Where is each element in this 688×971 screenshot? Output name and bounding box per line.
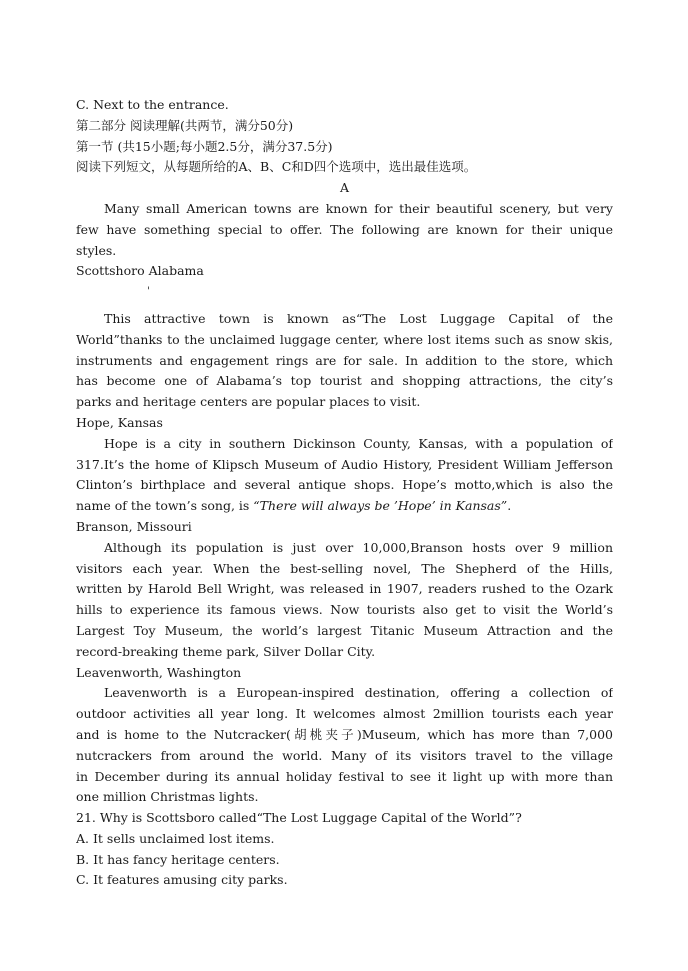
question-option-b: B. It has fancy heritage centers. <box>76 851 280 867</box>
paragraph-line: and is home to the Nutcracker(胡桃夹子)Museum, which has more than 7,000 <box>76 726 613 742</box>
section-heading-branson: Branson, Missouri <box>76 518 192 534</box>
scottsboro-paragraph <box>76 309 613 413</box>
passage-letter: A <box>339 180 350 196</box>
paragraph-line: Largest Toy Museum, the world’s largest Titanic Museum Attraction and the <box>76 622 613 638</box>
paragraph-line: written by Harold Bell Wright, was released in 1907, readers rushed to the Ozark <box>76 581 613 597</box>
intro-line: Many small American towns are known for their beautiful scenery, but very <box>104 200 613 216</box>
paragraph-line: Although its population is just over 10,000,Branson hosts over 9 million <box>104 539 613 555</box>
paragraph-line: nutcrackers from around the world. Many of its visitors travel to the village <box>76 747 613 763</box>
paragraph-line: hills to experience its famous views. Now tourists also get to visit the World’s <box>76 602 613 618</box>
question-stem: 21. Why is Scottsboro called“The Lost Luggage Capital of the World”? <box>76 810 522 826</box>
section-heading-leavenworth: Leavenworth, Washington <box>76 664 242 680</box>
song-line <box>76 496 613 517</box>
paragraph-line: World”thanks to the unclaimed luggage center, where lost items such as snow skis, <box>76 331 613 347</box>
paragraph-line: visitors each year. When the best-selling novel, The Shepherd of the Hills, <box>76 560 613 576</box>
paragraph-line: has become one of Alabama’s top tourist and shopping attractions, the city’s <box>76 373 613 389</box>
branson-paragraph <box>76 538 613 663</box>
previous-option-c: C. Next to the entrance. <box>76 97 229 112</box>
paragraph-line: parks and heritage centers are popular places to visit. <box>76 394 421 410</box>
part-two-heading: 第二部分 阅读理解(共两节，满分50分) <box>76 117 294 133</box>
question-option-c: C. It features amusing city parks. <box>76 872 288 888</box>
paragraph-line: in December during its annual holiday festival to see it light up with more than <box>76 768 613 784</box>
question-option-a: A. It sells unclaimed lost items. <box>76 830 275 846</box>
song-line-suffix: . <box>507 498 512 514</box>
intro-line: few have something special to offer. The following are known for their unique <box>76 221 613 237</box>
section-one-heading: 第一节 (共15小题;每小题2.5分，满分37.5分) <box>76 138 333 154</box>
paragraph-line: Hope is a city in southern Dickinson County, Kansas, with a population of <box>104 435 613 451</box>
paragraph-line: outdoor activities all year long. It welcomes almost 2million tourists each year <box>76 706 613 722</box>
hope-paragraph <box>76 434 613 517</box>
intro-paragraph <box>76 199 613 261</box>
paragraph-line: Clinton’s birthplace and several antique shops. Hope’s motto,which is also the <box>76 477 613 493</box>
paragraph-line: This attractive town is known as“The Lost Luggage Capital of the <box>104 310 613 326</box>
leavenworth-paragraph <box>76 683 613 808</box>
instructions: 阅读下列短文，从每题所给的A、B、C和D四个选项中，选出最佳选项。 <box>76 159 477 175</box>
paragraph-line: record-breaking theme park, Silver Dollar City. <box>76 643 376 659</box>
paragraph-line: Leavenworth is a European-inspired destination, offering a collection of <box>104 685 613 701</box>
paragraph-line: one million Christmas lights. <box>76 789 259 805</box>
intro-line: styles. <box>76 242 117 258</box>
paragraph-line: instruments and engagement rings are for sale. In addition to the store, which <box>76 352 613 368</box>
section-heading-hope: Hope, Kansas <box>76 414 163 430</box>
song-line-prefix: name of the town’s song, is <box>76 498 254 514</box>
stray-mark: ' <box>147 286 150 298</box>
song-title: “There will always be ’Hope’ in Kansas” <box>253 498 508 514</box>
section-heading-scottsboro: Scottshoro Alabama <box>76 263 204 279</box>
page-content <box>76 95 613 891</box>
paragraph-line: 317.It’s the home of Klipsch Museum of Audio History, President William Jefferson <box>76 456 613 472</box>
